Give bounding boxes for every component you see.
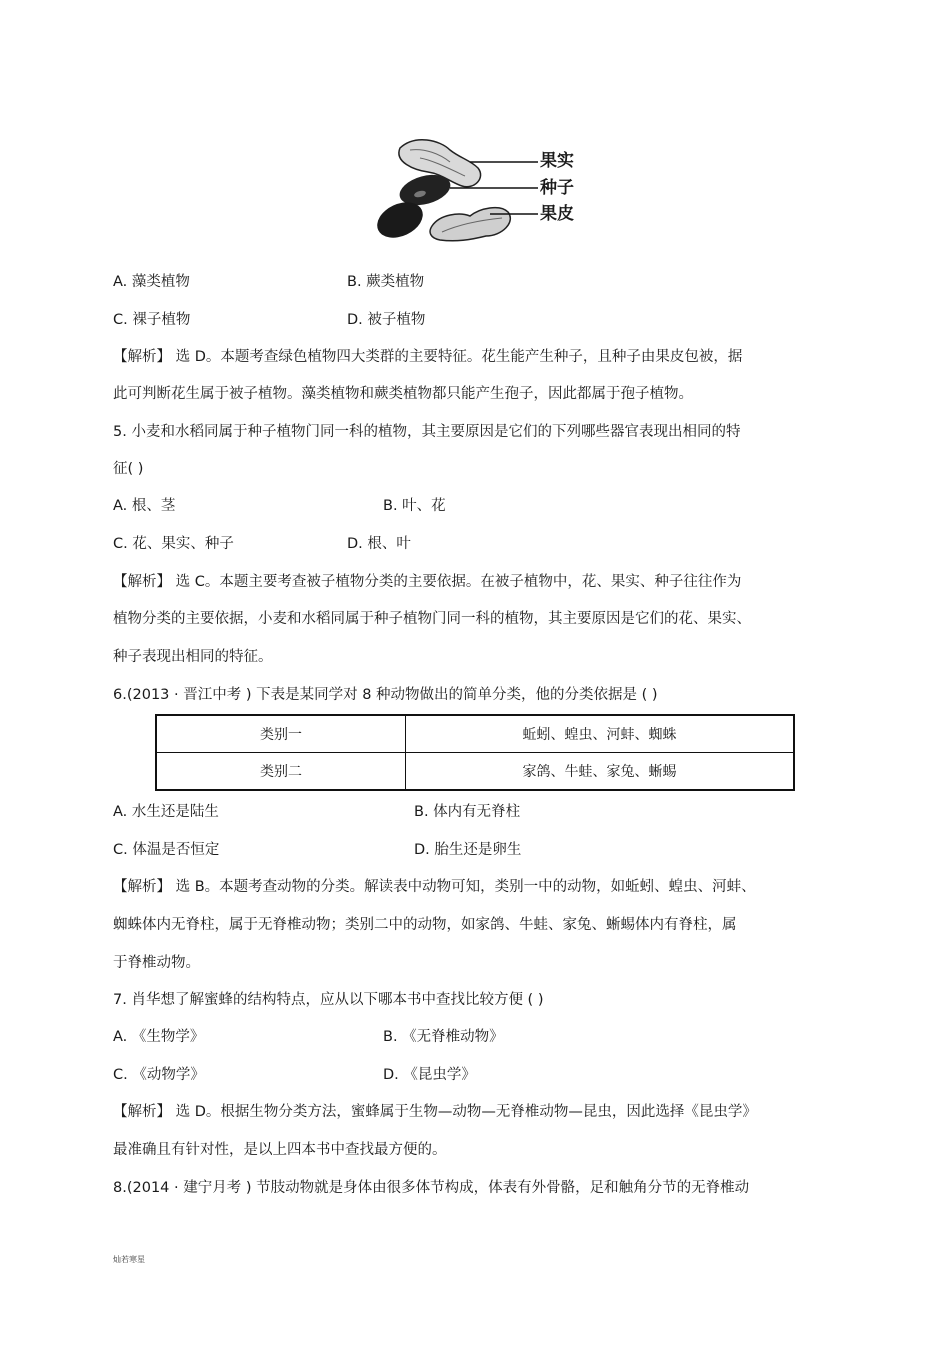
q6-analysis-line-3: 于脊椎动物。 [113,955,200,971]
page-footer: 灿若寒星 [113,1255,145,1264]
table-cell-animals: 家鸽、牛蛙、家兔、蜥蜴 [406,753,795,791]
label-pericarp: 果皮 [540,204,574,224]
table-cell-category: 类别一 [156,715,406,753]
q6-option-d: D. 胎生还是卵生 [414,842,522,858]
q6-option-c: C. 体温是否恒定 [113,842,220,858]
q5-option-d: D. 根、叶 [347,536,411,552]
q5-stem-line-2: 征( ) [113,461,144,477]
q7-analysis-line-2: 最准确且有针对性，是以上四本书中查找最方便的。 [113,1142,447,1158]
q5-option-a: A. 根、茎 [113,498,176,514]
q4-option-d: D. 被子植物 [347,312,426,328]
q4-analysis-line-2: 此可判断花生属于被子植物。藻类植物和蕨类植物都只能产生孢子，因此都属于孢子植物。 [113,386,693,402]
q4-option-c: C. 裸子植物 [113,312,191,328]
label-fruit: 果实 [540,151,574,171]
q4-option-a: A. 藻类植物 [113,274,190,290]
peanut-shell-open [430,208,510,241]
q5-option-c: C. 花、果实、种子 [113,536,234,552]
table-row [156,753,794,791]
q6-stem: 6.(2013 · 晋江中考 ) 下表是某同学对 8 种动物做出的简单分类，他的分类依据是 ( ) [113,687,658,703]
table-row [156,715,794,753]
animal-classification-table [155,714,795,791]
q5-analysis-line-3: 种子表现出相同的特征。 [113,649,273,665]
q7-option-d: D. 《昆虫学》 [383,1067,476,1083]
q7-analysis-line-1: 【解析】 选 D。根据生物分类方法，蜜蜂属于生物—动物—无脊椎动物—昆虫，因此选择《昆虫学》 [113,1104,757,1120]
q5-option-b: B. 叶、花 [383,498,446,514]
q5-stem-line-1: 5. 小麦和水稻同属于种子植物门同一科的植物，其主要原因是它们的下列哪些器官表现出相同的特 [113,424,741,440]
q6-analysis-line-2: 蜘蛛体内无脊柱，属于无脊椎动物；类别二中的动物，如家鸽、牛蛙、家兔、蜥蜴体内有脊柱，属 [113,917,737,933]
q7-option-a: A. 《生物学》 [113,1029,205,1045]
q6-option-b: B. 体内有无脊柱 [414,804,521,820]
peanut-figure [370,128,590,248]
q4-analysis-line-1: 【解析】 选 D。本题考查绿色植物四大类群的主要特征。花生能产生种子，且种子由果皮包被，据 [113,349,743,365]
table-cell-category: 类别二 [156,753,406,791]
q4-option-b: B. 蕨类植物 [347,274,425,290]
q6-analysis-line-1: 【解析】 选 B。本题考查动物的分类。解读表中动物可知，类别一中的动物，如蚯蚓、蝗虫、河蚌、 [113,879,756,895]
label-seed: 种子 [540,178,574,198]
q7-stem: 7. 肖华想了解蜜蜂的结构特点，应从以下哪本书中查找比较方便 ( ) [113,992,544,1008]
q5-analysis-line-2: 植物分类的主要依据，小麦和水稻同属于种子植物门同一科的植物，其主要原因是它们的花、果实、 [113,611,751,627]
q8-stem: 8.(2014 · 建宁月考 ) 节肢动物就是身体由很多体节构成，体表有外骨骼，足和触角分节的无脊椎动 [113,1180,750,1196]
q5-analysis-line-1: 【解析】 选 C。本题主要考查被子植物分类的主要依据。在被子植物中，花、果实、种子往往作为 [113,574,742,590]
q6-option-a: A. 水生还是陆生 [113,804,219,820]
q7-option-c: C. 《动物学》 [113,1067,205,1083]
q7-option-b: B. 《无脊椎动物》 [383,1029,504,1045]
table-cell-animals: 蚯蚓、蝗虫、河蚌、蜘蛛 [406,715,795,753]
